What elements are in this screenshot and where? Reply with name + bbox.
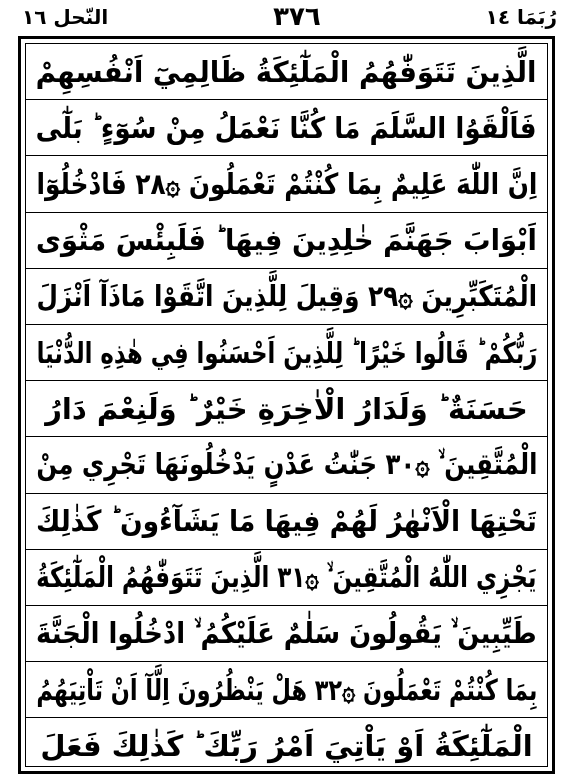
verse-line — [26, 550, 547, 606]
verse-line — [26, 437, 547, 493]
verse-line-text: الْمَلٰٓئِكَةُ اَوْ يَاْتِيَ اَمْرُ رَبِّكَ ؕ كَذٰلِكَ فَعَلَ — [40, 729, 533, 764]
verse-line-text: الْمُتَكَبِّرِينَ ۞٢٩ وَقِيلَ لِلَّذِينَ اتَّقَوْا مَاذَآ اَنْزَلَ — [36, 279, 537, 314]
surah-name: النّحل ١٦ — [22, 5, 109, 29]
verse-line — [26, 662, 547, 718]
verse-line-text: اَبْوَابَ جَهَنَّمَ خٰلِدِينَ فِيهَا ؕ فَلَبِئْسَ مَثْوَى — [36, 223, 537, 258]
verse-line-text: رَبُّكُمْ ؕ قَالُوا خَيْرًا ؕ لِلَّذِينَ اَحْسَنُوا فِي هٰذِهِ الدُّنْيَا — [36, 335, 537, 370]
text-frame — [18, 36, 555, 774]
verse-line-text: تَحْتِهَا الْاَنْهٰرُ لَهُمْ فِيهَا مَا يَشَآءُونَ ؕ كَذٰلِكَ — [36, 504, 537, 539]
verse-line — [26, 100, 547, 156]
verse-line — [26, 381, 547, 437]
verse-line-text: بِمَا كُنْتُمْ تَعْمَلُونَ ۞٣٢ هَلْ يَنْظُرُونَ اِلَّآ اَنْ تَاْتِيَهُمُ — [36, 672, 537, 707]
verse-line — [26, 269, 547, 325]
text-frame-inner — [25, 43, 548, 767]
verse-line-text: الَّذِينَ تَتَوَفّٰهُمُ الْمَلٰٓئِكَةُ ظَالِمِيٓ اَنْفُسِهِمْ — [36, 54, 537, 89]
page-number: ٣٧٦ — [273, 2, 321, 32]
verse-line-text: طَيِّبِينَ ۙ يَقُولُونَ سَلٰمٌ عَلَيْكُمُ ۙ ادْخُلُوا الْجَنَّةَ — [36, 615, 537, 650]
verse-lines — [26, 44, 547, 766]
verse-line-text: اِنَّ اللّٰهَ عَلِيمٌ بِمَا كُنْتُمْ تَعْمَلُونَ ۞٢٨ فَادْخُلُوٓا — [36, 166, 537, 201]
verse-line — [26, 44, 547, 100]
page-header — [22, 2, 557, 32]
verse-line — [26, 213, 547, 269]
verse-line-text: يَجْزِي اللّٰهُ الْمُتَّقِينَ ۙ ۞٣١ الَّذِينَ تَتَوَفّٰهُمُ الْمَلٰٓئِكَةُ — [36, 559, 537, 594]
verse-line — [26, 325, 547, 381]
verse-line-text: فَاَلْقَوُا السَّلَمَ مَا كُنَّا نَعْمَلُ مِنْ سُوٓءٍ ؕ بَلٰٓى — [36, 110, 537, 145]
verse-line — [26, 156, 547, 212]
juz-name: رُبَمَا ١٤ — [485, 5, 557, 29]
verse-line — [26, 606, 547, 662]
verse-line-text: حَسَنَةٌ ؕ وَلَدَارُ الْاٰخِرَةِ خَيْرٌ ؕ وَلَنِعْمَ دَارُ — [45, 391, 528, 426]
verse-line-text: الْمُتَّقِينَ ۙ ۞٣٠ جَنّٰتُ عَدْنٍ يَدْخُلُونَهَا تَجْرِي مِنْ — [35, 447, 538, 482]
verse-line — [26, 494, 547, 550]
verse-line — [26, 718, 547, 774]
